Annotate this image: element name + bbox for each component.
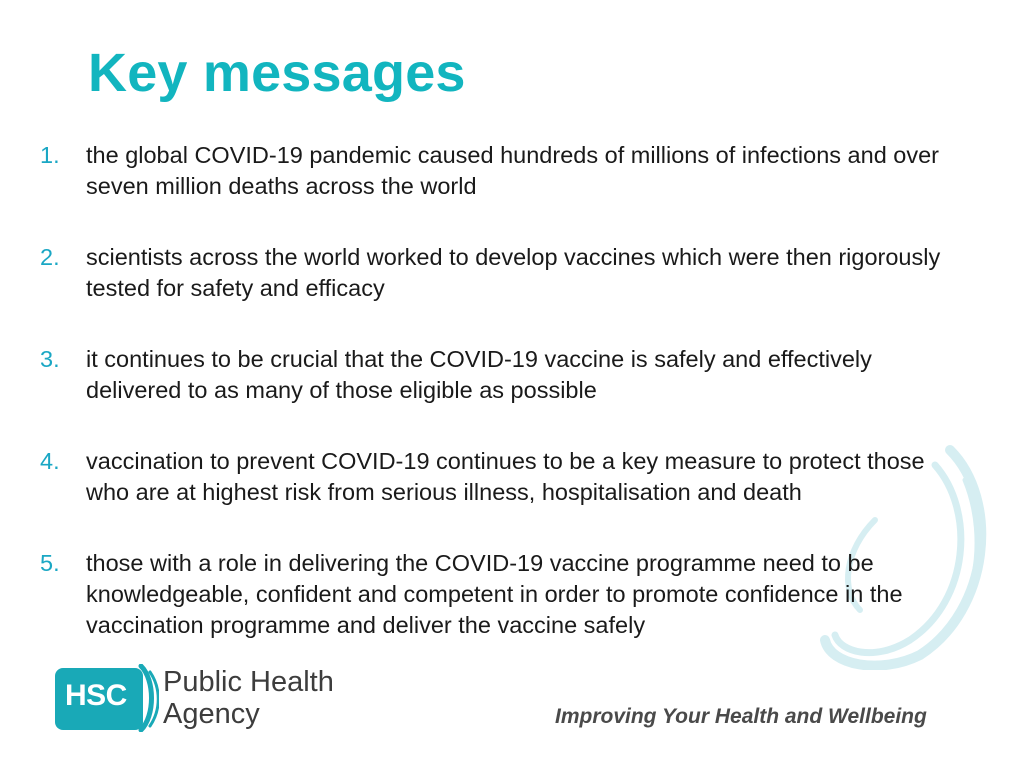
list-item-number: 1. xyxy=(40,142,60,168)
tagline: Improving Your Health and Wellbeing xyxy=(555,705,927,728)
agency-name-line-1: Public Health xyxy=(163,666,334,698)
list-item-text: it continues to be crucial that the COVID-19 vaccine is safely and effectively delivered to as many of those eligible as possible xyxy=(86,346,872,403)
list-item-number: 2. xyxy=(40,244,60,270)
list-item xyxy=(40,242,970,304)
list-item xyxy=(40,140,970,202)
public-health-agency-logo xyxy=(55,660,334,736)
key-messages-list xyxy=(40,140,970,681)
hsc-logo-icon xyxy=(55,664,159,732)
list-item-number: 5. xyxy=(40,550,60,576)
page-title: Key messages xyxy=(88,43,466,103)
list-item-text: those with a role in delivering the COVID-19 vaccine programme need to be knowledgeable, confident and competent in order to promote confidence in the vaccination programme and deliver the vaccine safely xyxy=(86,550,903,638)
hsc-logo-text: HSC xyxy=(65,679,127,712)
list-item-text: scientists across the world worked to develop vaccines which were then rigorously tested for safety and efficacy xyxy=(86,244,941,301)
list-item xyxy=(40,548,970,641)
list-item-number: 4. xyxy=(40,448,60,474)
list-item xyxy=(40,446,970,508)
agency-name-line-2: Agency xyxy=(163,698,260,730)
agency-name xyxy=(163,666,334,730)
list-item-text: vaccination to prevent COVID-19 continues to be a key measure to protect those who are at highest risk from serious illness, hospitalisation and death xyxy=(86,448,925,505)
list-item xyxy=(40,344,970,406)
list-item-number: 3. xyxy=(40,346,60,372)
list-item-text: the global COVID-19 pandemic caused hundreds of millions of infections and over seven million deaths across the world xyxy=(86,142,940,199)
